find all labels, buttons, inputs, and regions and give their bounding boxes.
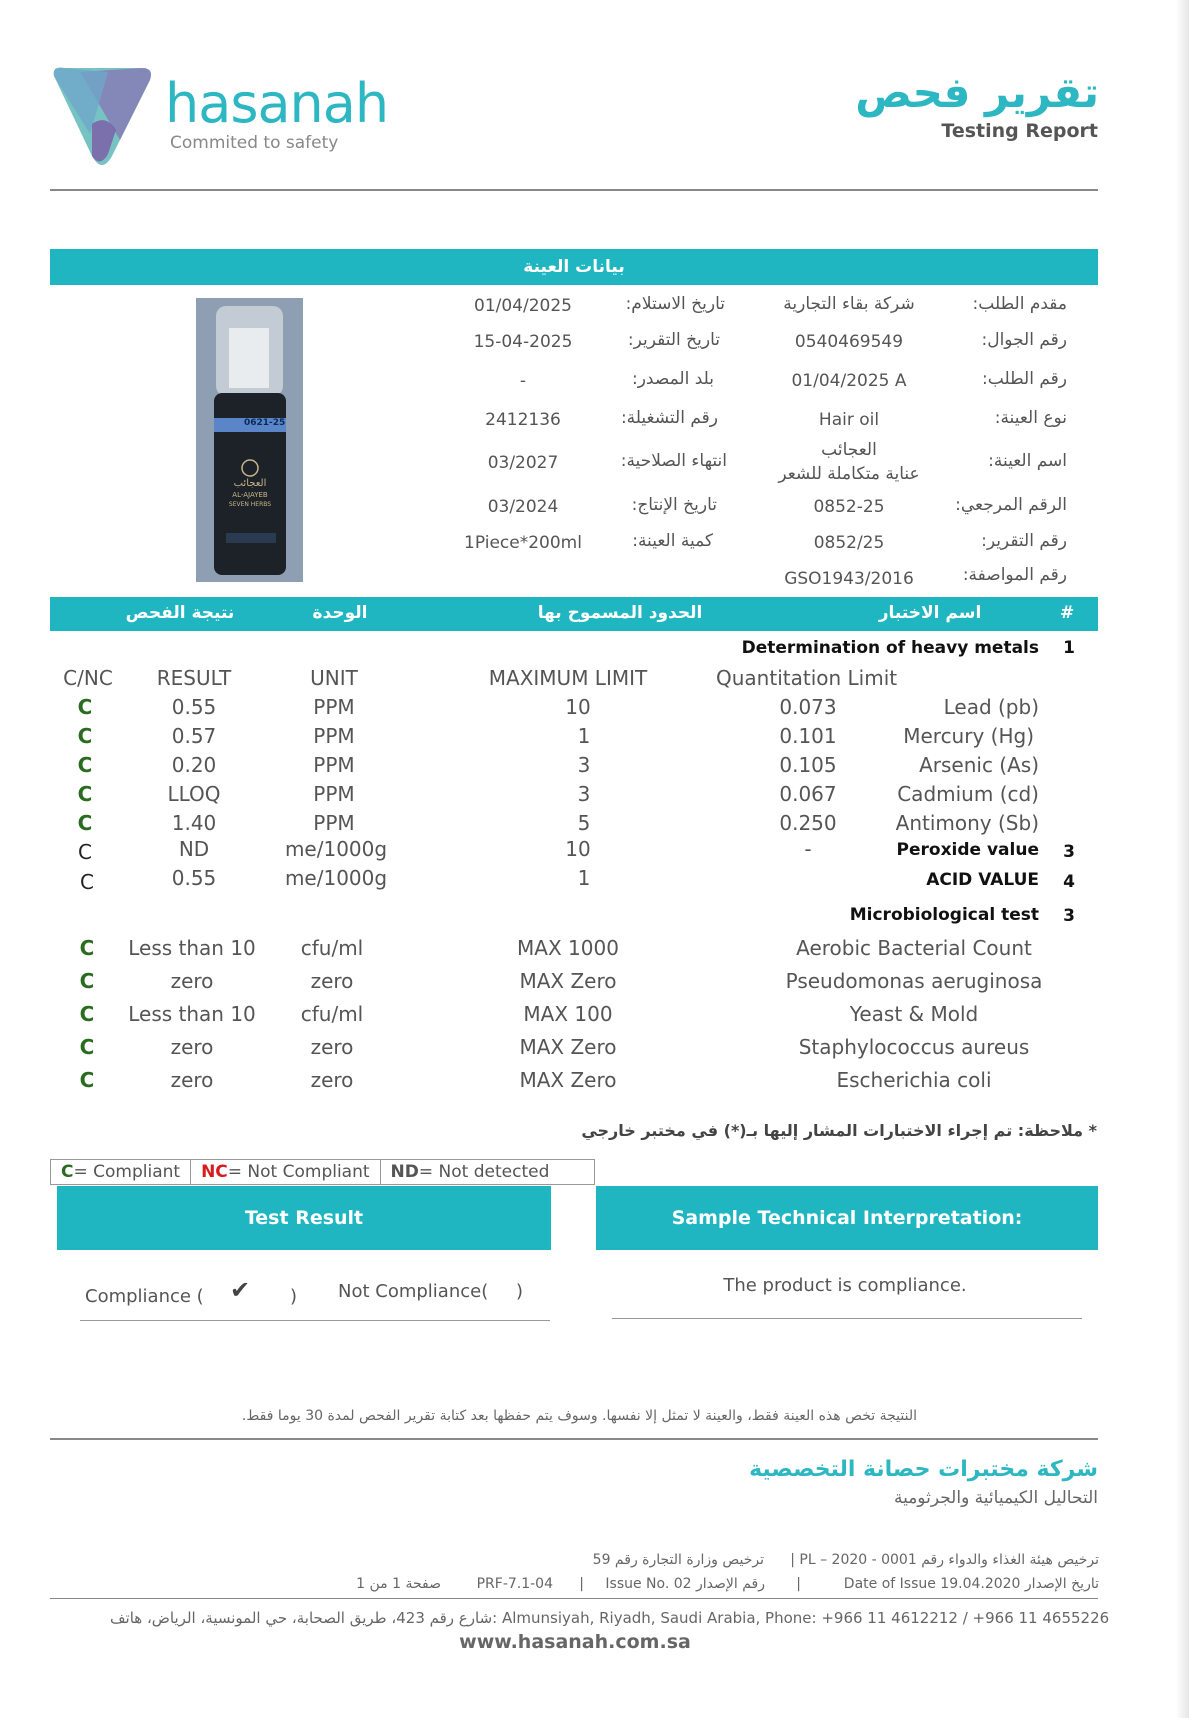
request-no-value: 01/04/2025 A <box>791 371 907 391</box>
micro-row-result: zero <box>170 1035 214 1059</box>
legend-c-text: = Compliant <box>73 1162 181 1182</box>
peroxide-max: 10 <box>565 837 591 861</box>
micro-row-flag: C <box>79 1035 95 1059</box>
footer-issue-date: تاريخ الإصدار Date of Issue 19.04.2020 <box>843 1576 1099 1592</box>
origin-label: بلد المصدر: <box>631 369 714 389</box>
row-flag: C <box>77 724 93 748</box>
acid-max: 1 <box>577 866 591 890</box>
row-flag: C <box>77 753 93 777</box>
footer-moc-license: ترخيص وزارة التجارة رقم 59 <box>592 1552 764 1568</box>
sample-type-label: نوع العينة: <box>994 408 1067 428</box>
row-name: Lead (pb) <box>943 695 1039 719</box>
compliance-underline <box>80 1320 550 1321</box>
row-flag: C <box>77 811 93 835</box>
peroxide-result: ND <box>178 837 210 861</box>
micro-row-name: Escherichia coli <box>836 1068 992 1092</box>
compliance-close: ) <box>290 1286 298 1307</box>
footer-fda-license: ترخيص هيئة الغذاء والدواء رقم PL – 2020 - 0001 | <box>790 1552 1099 1568</box>
footer-divider-2 <box>50 1598 1098 1599</box>
footer-divider-bar-2: | <box>579 1576 584 1592</box>
legend-c: C <box>61 1162 74 1182</box>
col-ql: Quantitation Limit <box>716 666 898 690</box>
logo-name: hasanah <box>165 72 389 135</box>
expiry-value: 03/2027 <box>487 453 559 473</box>
legend-nc-text: = Not Compliant <box>227 1162 370 1182</box>
interpretation-text: The product is compliance. <box>723 1275 967 1296</box>
row-flag: C <box>77 695 93 719</box>
batch-label: رقم التشغيلة: <box>620 408 718 428</box>
col-unit: UNIT <box>310 666 358 690</box>
not-compliance-label: Not Compliance( <box>338 1281 489 1302</box>
col-result-header: نتيجة الفحص <box>125 603 235 623</box>
acid-flag: C <box>80 870 94 894</box>
row-unit: PPM <box>313 782 355 806</box>
results-header-bar <box>50 597 1098 631</box>
sample-type-value: Hair oil <box>818 410 880 430</box>
received-label: تاريخ الاستلام: <box>625 294 725 314</box>
product-name-ar: العجائب <box>233 478 267 489</box>
quantity-label: كمية العينة: <box>632 531 713 551</box>
batch-value: 2412136 <box>485 410 561 430</box>
report-date-value: 15-04-2025 <box>473 332 573 352</box>
row-max: 5 <box>577 811 591 835</box>
spec-no-label: رقم المواصفة: <box>962 565 1067 585</box>
scan-edge <box>1176 0 1189 1718</box>
legend-nd: ND <box>390 1162 419 1182</box>
row-unit: PPM <box>313 695 355 719</box>
row-ql: 0.105 <box>779 753 837 777</box>
micro-row-result: zero <box>170 1068 214 1092</box>
peroxide-unit: me/1000g <box>284 837 388 861</box>
micro-row-name: Staphylococcus aureus <box>798 1035 1030 1059</box>
product-label-code: 0621-25 <box>244 418 286 428</box>
micro-row-result: Less than 10 <box>128 1002 256 1026</box>
acid-name: ACID VALUE <box>926 870 1039 890</box>
expiry-label: انتهاء الصلاحية: <box>620 451 727 471</box>
sample-section-title: بيانات العينة <box>523 257 625 277</box>
sample-name-value-1: العجائب <box>821 440 877 460</box>
row-result: 0.55 <box>171 695 217 719</box>
spec-no-value: GSO1943/2016 <box>784 569 914 589</box>
report-no-value: 0852/25 <box>813 533 885 553</box>
row-unit: PPM <box>313 753 355 777</box>
sample-name-label: اسم العينة: <box>988 451 1067 471</box>
footer-page: صفحة 1 من 1 <box>356 1576 441 1592</box>
production-value: 03/2024 <box>487 497 559 517</box>
product-name-en: AL-AJAYEB <box>232 491 268 499</box>
requester-label: مقدم الطلب: <box>972 294 1067 314</box>
col-max: MAXIMUM LIMIT <box>488 666 648 690</box>
legend-compliant <box>51 1160 191 1184</box>
micro-row-flag: C <box>79 1068 95 1092</box>
report-title-ar: تقرير فحص <box>855 68 1099 117</box>
row-max: 1 <box>577 724 591 748</box>
micro-row-unit: cfu/ml <box>300 1002 364 1026</box>
col-result: RESULT <box>156 666 232 690</box>
row-result: 1.40 <box>171 811 217 835</box>
origin-value: - <box>519 371 527 391</box>
acid-result: 0.55 <box>171 866 217 890</box>
legend-box <box>50 1159 595 1185</box>
micro-row-flag: C <box>79 969 95 993</box>
request-no-label: رقم الطلب: <box>982 369 1067 389</box>
received-value: 01/04/2025 <box>474 296 572 316</box>
product-photo <box>196 298 303 582</box>
micro-row-unit: cfu/ml <box>300 936 364 960</box>
micro-row-max: MAX Zero <box>519 969 617 993</box>
micro-row-unit: zero <box>310 969 354 993</box>
row-max: 3 <box>577 782 591 806</box>
row-name: Arsenic (As) <box>919 753 1039 777</box>
row-ql: 0.250 <box>779 811 837 835</box>
peroxide-ql: - <box>804 837 812 861</box>
row-ql: 0.067 <box>779 782 837 806</box>
footer-issue-no: رقم الإصدار Issue No. 02 <box>605 1576 765 1592</box>
col-num-header: # <box>1060 603 1075 623</box>
compliance-label: Compliance ( <box>85 1286 204 1307</box>
footer-website[interactable]: www.hasanah.com.sa <box>459 1631 691 1653</box>
legend-nc: NC <box>201 1162 228 1182</box>
micro-row-result: Less than 10 <box>128 936 256 960</box>
micro-row-max: MAX 100 <box>523 1002 613 1026</box>
row-max: 10 <box>565 695 591 719</box>
legend-not-detected <box>381 1160 560 1184</box>
hasanah-logo-icon <box>50 64 155 169</box>
header-divider <box>50 189 1098 191</box>
micro-title: Microbiological test <box>849 905 1039 925</box>
micro-row-result: zero <box>170 969 214 993</box>
row-ql: 0.073 <box>779 695 837 719</box>
interpretation-title: Sample Technical Interpretation: <box>671 1207 1023 1229</box>
mobile-value: 0540469549 <box>794 332 904 352</box>
peroxide-flag: C <box>78 840 92 864</box>
micro-row-flag: C <box>79 1002 95 1026</box>
row-result: 0.57 <box>171 724 217 748</box>
production-label: تاريخ الإنتاج: <box>631 495 717 515</box>
interpretation-bar <box>596 1186 1098 1250</box>
col-cnc: C/NC <box>63 666 113 690</box>
row-ql: 0.101 <box>779 724 837 748</box>
company-name-ar: شركة مختبرات حصانة التخصصية <box>749 1457 1098 1482</box>
row-result: LLOQ <box>167 782 221 806</box>
micro-row-max: MAX Zero <box>519 1068 617 1092</box>
col-test-header: اسم الاختبار <box>878 603 982 623</box>
test-result-bar <box>57 1186 551 1250</box>
micro-row-max: MAX 1000 <box>517 936 619 960</box>
micro-row-unit: zero <box>310 1035 354 1059</box>
col-unit-header: الوحدة <box>312 603 368 623</box>
ref-no-label: الرقم المرجعي: <box>955 495 1067 515</box>
disclaimer: النتيجة تخص هذه العينة فقط، والعينة لا تمثل إلا نفسها. وسوف يتم حفظها بعد كتابة تقرير الفحص لمدة 30 يوما فقط. <box>241 1408 917 1424</box>
quantity-value: 1Piece*200ml <box>464 533 582 553</box>
col-limits-header: الحدود المسموح بها <box>537 603 703 623</box>
legend-nd-text: = Not detected <box>418 1162 550 1182</box>
row-unit: PPM <box>313 811 355 835</box>
row-flag: C <box>77 782 93 806</box>
row-name: Antimony (Sb) <box>895 811 1039 835</box>
micro-row-unit: zero <box>310 1068 354 1092</box>
report-title-en: Testing Report <box>941 120 1098 142</box>
micro-number: 3 <box>1063 906 1075 926</box>
requester-value: شركة بقاء التجارية <box>783 294 915 314</box>
micro-row-name: Pseudomonas aeruginosa <box>785 969 1043 993</box>
footer-prf: PRF-7.1-04 <box>476 1576 553 1592</box>
row-max: 3 <box>577 753 591 777</box>
row-name: Mercury (Hg) <box>903 724 1034 748</box>
not-compliance-close: ) <box>516 1281 524 1302</box>
micro-row-max: MAX Zero <box>519 1035 617 1059</box>
mobile-label: رقم الجوال: <box>981 330 1067 350</box>
report-no-label: رقم التقرير: <box>981 531 1067 551</box>
external-lab-note: * ملاحظة: تم إجراء الاختبارات المشار إليها بـ(*) في مختبر خارجي <box>581 1121 1097 1140</box>
check-icon: ✔ <box>230 1276 251 1304</box>
row-result: 0.20 <box>171 753 217 777</box>
ref-no-value: 0852-25 <box>813 497 885 517</box>
acid-unit: me/1000g <box>284 866 388 890</box>
report-date-label: تاريخ التقرير: <box>627 330 720 350</box>
footer-divider-1 <box>50 1438 1098 1440</box>
logo-tagline: Commited to safety <box>170 133 339 153</box>
test-result-title: Test Result <box>244 1207 364 1229</box>
heavy-metals-number: 1 <box>1063 638 1075 658</box>
company-subtitle-ar: التحاليل الكيميائية والجرثومية <box>893 1488 1098 1508</box>
sample-name-value-2: عناية متكاملة للشعر <box>778 464 920 484</box>
micro-row-name: Yeast & Mold <box>849 1002 979 1026</box>
row-unit: PPM <box>313 724 355 748</box>
row-name: Cadmium (cd) <box>897 782 1039 806</box>
heavy-metals-title: Determination of heavy metals <box>741 638 1039 658</box>
micro-row-name: Aerobic Bacterial Count <box>796 936 1032 960</box>
footer-address: شارع رقم 423، طريق الصحابة، حي المونسية، الرياض، هاتف: Almunsiyah, Riyadh, Saudi Arabia, Phone: +966 11 4612212 / +966 11 4655226 <box>110 1609 1110 1627</box>
acid-number: 4 <box>1063 872 1075 892</box>
footer-divider-bar-1: | <box>796 1576 801 1592</box>
sample-section-bar <box>50 249 1098 285</box>
product-subtitle: SEVEN HERBS <box>228 501 272 508</box>
micro-row-flag: C <box>79 936 95 960</box>
peroxide-name: Peroxide value <box>896 840 1039 860</box>
peroxide-number: 3 <box>1063 842 1075 862</box>
legend-not-compliant <box>191 1160 380 1184</box>
interpretation-underline <box>612 1318 1082 1319</box>
